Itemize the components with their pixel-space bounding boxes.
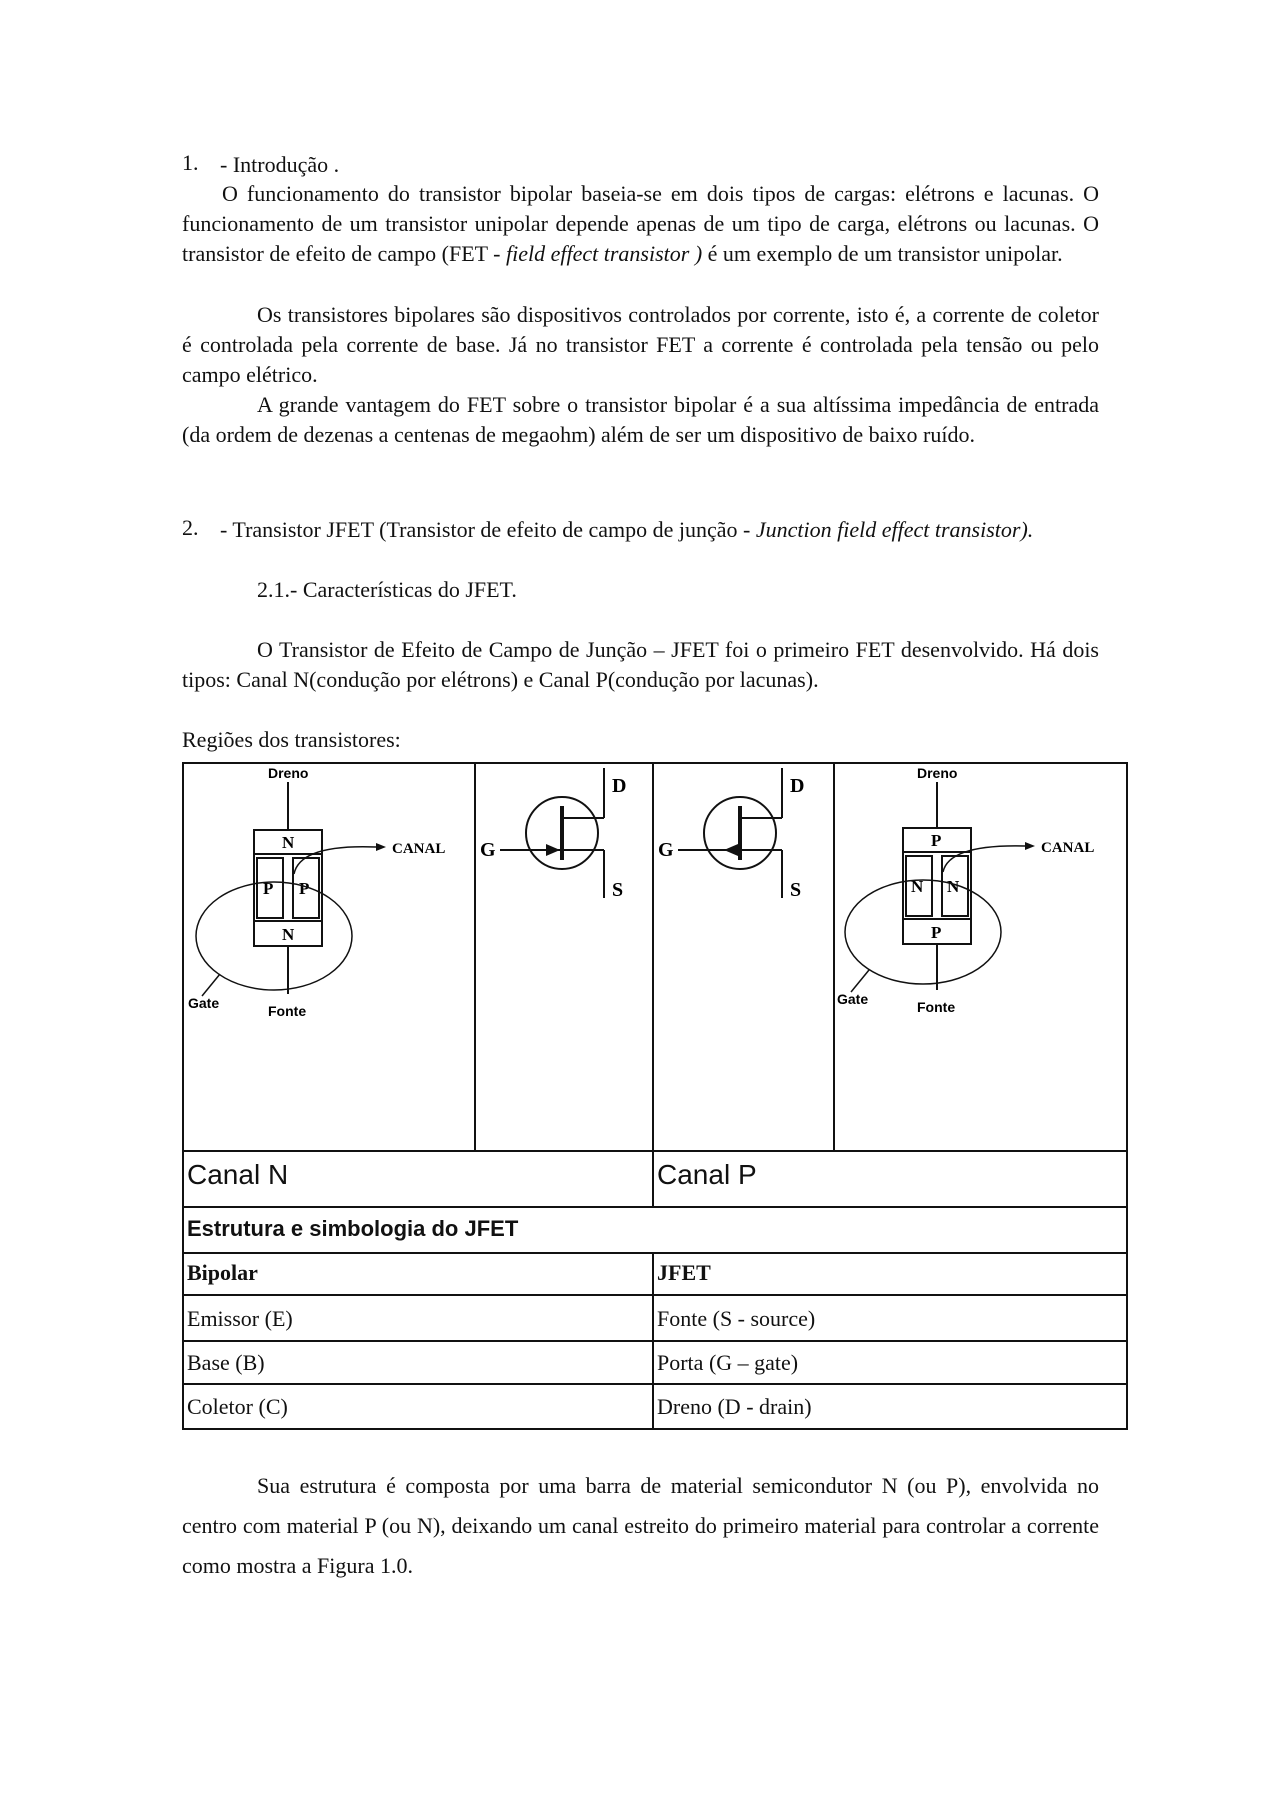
canal-label: CANAL <box>392 841 446 857</box>
header-jfet: JFET <box>657 1260 711 1285</box>
d-label: D <box>612 775 627 797</box>
canal-label: CANAL <box>1041 840 1095 856</box>
table-cell: Dreno (D - drain) <box>657 1394 812 1419</box>
dreno-label: Dreno <box>268 765 309 781</box>
p-channel-structure-diagram <box>835 764 1126 1054</box>
p-right-label: P <box>299 879 310 898</box>
divider <box>184 1340 1126 1342</box>
divider <box>184 1252 1126 1254</box>
g-label: G <box>480 839 496 861</box>
n-right-label: N <box>947 877 960 896</box>
p-top-label: P <box>931 831 942 850</box>
g-label: G <box>658 839 674 861</box>
section2-paragraph1: O Transistor de Efeito de Campo de Junção – JFET foi o primeiro FET desenvolvido. Há dois tipos: Canal N(condução por elétrons) e Canal P(condução por lacunas). <box>182 637 1099 692</box>
section1-paragraph1: O funcionamento do transistor bipolar baseia-se em dois tipos de cargas: elétrons e lacunas. O funcionamento de um transistor unipolar depende apenas de um tipo de carga, elétrons ou lacunas. O transistor de efeito de campo (FET - field effect transistor ) é um exemplo de um transistor unipolar. <box>182 181 1099 266</box>
n-bottom-label: N <box>282 925 295 944</box>
table-cell: Fonte (S - source) <box>657 1306 816 1331</box>
canal-n-label: Canal N <box>187 1159 289 1190</box>
gate-label: Gate <box>188 995 220 1011</box>
section2-number: 2. <box>182 515 199 540</box>
p-channel-symbol-diagram <box>654 764 832 944</box>
s-label: S <box>790 879 802 901</box>
jfet-table <box>182 762 1128 1430</box>
table-cell: Porta (G – gate) <box>657 1350 799 1375</box>
p-left-label: P <box>263 879 274 898</box>
n-channel-symbol-diagram <box>476 764 652 944</box>
divider <box>184 1150 1126 1152</box>
n-top-label: N <box>282 833 295 852</box>
mask <box>650 1208 656 1252</box>
fonte-label: Fonte <box>917 999 956 1015</box>
s-label: S <box>612 879 624 901</box>
table-cell: Emissor (E) <box>187 1306 293 1331</box>
n-left-label: N <box>911 877 924 896</box>
p-bottom-label: P <box>931 923 942 942</box>
dreno-label: Dreno <box>917 765 958 781</box>
table-caption: Estrutura e simbologia do JFET <box>187 1216 519 1241</box>
section2-subheading: 2.1.- Características do JFET. <box>257 577 517 602</box>
section1-number: 1. <box>182 150 199 175</box>
section1-heading: - Introdução . <box>220 152 340 177</box>
fonte-label: Fonte <box>268 1003 307 1019</box>
gate-label: Gate <box>837 991 869 1007</box>
canal-p-label: Canal P <box>657 1159 757 1190</box>
section2-heading: - Transistor JFET (Transistor de efeito de campo de junção - Junction field effect transistor). <box>220 517 1034 542</box>
divider <box>184 1294 1126 1296</box>
divider <box>184 1383 1126 1385</box>
header-bipolar: Bipolar <box>187 1260 258 1285</box>
table-cell: Base (B) <box>187 1350 265 1375</box>
d-label: D <box>790 775 805 797</box>
regions-label: Regiões dos transistores: <box>182 727 401 752</box>
section1-paragraph3: A grande vantagem do FET sobre o transistor bipolar é a sua altíssima impedância de entrada (da ordem de dezenas a centenas de megaohm) além de ser um dispositivo de baixo ruído. <box>182 392 1099 447</box>
table-cell: Coletor (C) <box>187 1394 288 1419</box>
closing-paragraph: Sua estrutura é composta por uma barra de material semicondutor N (ou P), envolvida no centro com material P (ou N), deixando um canal estreito do primeiro material para controlar a corrente como mostra a Figura 1.0. <box>182 1473 1099 1578</box>
n-channel-structure-diagram <box>184 764 474 1054</box>
section1-paragraph2: Os transistores bipolares são dispositivos controlados por corrente, isto é, a corrente de coletor é controlada pela corrente de base. Já no transistor FET a corrente é controlada pela tensão ou pelo campo elétrico. <box>182 302 1099 387</box>
